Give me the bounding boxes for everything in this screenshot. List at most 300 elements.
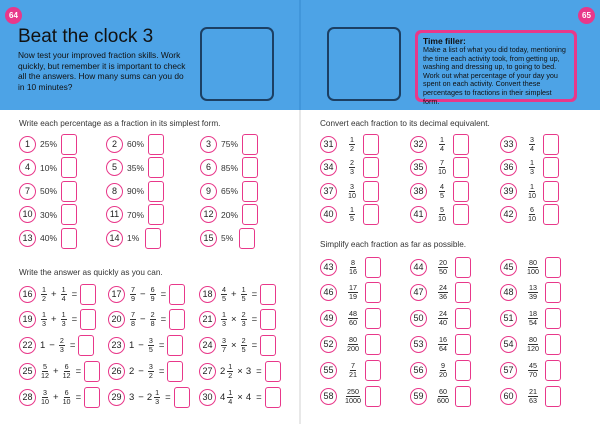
- fraction: [348, 284, 358, 301]
- answer-box[interactable]: [455, 282, 471, 303]
- fraction-denominator: 5: [241, 293, 246, 303]
- answer-box[interactable]: [78, 335, 94, 356]
- expression: [521, 284, 545, 301]
- question-number: 18: [199, 286, 216, 303]
- decimal-item: [410, 180, 469, 202]
- fraction-numerator: 2: [241, 310, 246, 320]
- answer-box[interactable]: [365, 360, 381, 381]
- fraction: [439, 362, 447, 379]
- quick-item: [108, 386, 190, 408]
- percent-value: 20%: [221, 209, 239, 220]
- fraction-denominator: 3: [350, 167, 354, 176]
- simplify-item: [320, 308, 381, 330]
- fraction: [148, 363, 154, 380]
- fraction-denominator: 16: [349, 266, 357, 276]
- expression: [431, 388, 455, 405]
- quick-item: [199, 283, 276, 305]
- percent-item: [19, 204, 77, 226]
- answer-box[interactable]: [265, 361, 281, 382]
- quick-item: [19, 386, 100, 408]
- fraction-numerator: 5: [440, 205, 444, 214]
- fraction: [41, 286, 47, 303]
- expression: [129, 311, 169, 328]
- fraction-denominator: 9: [150, 293, 155, 303]
- fraction-denominator: 3: [59, 345, 64, 355]
- fraction-numerator: 3: [43, 387, 47, 397]
- decimal-item: [410, 133, 469, 155]
- simplify-item: [500, 333, 561, 355]
- question-number: 57: [500, 362, 517, 379]
- fraction-numerator: 24: [439, 309, 447, 319]
- simplify-instruction: Simplify each fraction as far as possible.: [320, 240, 467, 249]
- fraction-numerator: 1: [228, 387, 233, 397]
- fraction-numerator: 80: [529, 334, 537, 344]
- fraction: [130, 311, 136, 328]
- fraction-numerator: 24: [439, 283, 447, 293]
- percent-value: 10%: [40, 162, 58, 173]
- whole-number: 2: [129, 365, 135, 377]
- fraction-denominator: 10: [438, 214, 446, 223]
- operator: ×: [237, 365, 243, 377]
- answer-box[interactable]: [80, 284, 96, 305]
- whole-number: 3: [129, 391, 135, 403]
- expression: [431, 159, 453, 176]
- operator: +: [51, 288, 57, 300]
- answer-box[interactable]: [543, 134, 559, 155]
- expression: [341, 259, 365, 276]
- quick-item: [108, 309, 185, 331]
- percent-value: 85%: [221, 162, 239, 173]
- expression: [431, 336, 455, 353]
- fraction-numerator: 2: [150, 310, 155, 320]
- answer-box[interactable]: [61, 181, 77, 202]
- operator: +: [51, 314, 57, 326]
- expression: [341, 362, 365, 379]
- expression: [431, 183, 453, 200]
- fraction: [527, 259, 539, 276]
- answer-box[interactable]: [260, 284, 276, 305]
- answer-box[interactable]: [453, 181, 469, 202]
- fraction-numerator: 60: [439, 386, 447, 396]
- fraction-denominator: 5: [440, 190, 444, 200]
- fraction-numerator: 1: [42, 310, 46, 320]
- fraction-denominator: 5: [222, 293, 226, 303]
- fraction-numerator: 7: [131, 310, 135, 320]
- fraction: [438, 284, 448, 301]
- operator: +: [231, 288, 237, 300]
- question-number: 60: [500, 388, 517, 405]
- fraction-denominator: 39: [529, 292, 537, 302]
- fraction: [438, 159, 446, 176]
- fraction-denominator: 5: [148, 345, 153, 355]
- fraction: [148, 337, 154, 354]
- simplify-item: [500, 385, 561, 407]
- fraction-denominator: 10: [528, 214, 536, 223]
- fraction-numerator: 1: [222, 310, 226, 320]
- decimal-item: [410, 157, 469, 179]
- percent-value: 1%: [127, 233, 140, 243]
- time-filler-box: [415, 30, 577, 106]
- fraction: [154, 389, 160, 406]
- fraction: [61, 311, 67, 328]
- question-number: 46: [320, 284, 337, 301]
- whole-number: 3: [245, 365, 252, 377]
- operator: ×: [231, 340, 237, 352]
- expression: [220, 363, 265, 380]
- question-number: 55: [320, 362, 337, 379]
- answer-box[interactable]: [545, 308, 561, 329]
- answer-box[interactable]: [365, 257, 381, 278]
- answer-box[interactable]: [61, 228, 77, 249]
- intro-text: Now test your improved fraction skills. Work quickly, but remember it is important to check all the answers. How many sums can you do in 10 minutes?: [18, 50, 186, 92]
- fraction: [150, 286, 156, 303]
- answer-box[interactable]: [455, 334, 471, 355]
- fraction: [439, 183, 445, 200]
- question-number: 8: [106, 183, 123, 200]
- percent-value: 25%: [40, 139, 58, 149]
- percent-instruction: Write each percentage as a fraction in its simplest form.: [19, 119, 221, 128]
- expression: [521, 183, 543, 200]
- fraction-numerator: 2: [350, 158, 354, 167]
- fraction: [349, 362, 357, 379]
- question-number: 5: [106, 159, 123, 176]
- answer-box[interactable]: [260, 335, 276, 356]
- expression: [220, 286, 260, 303]
- fraction-denominator: 1000: [345, 395, 361, 405]
- answer-box[interactable]: [363, 157, 379, 178]
- fraction-numerator: 48: [349, 309, 357, 319]
- fraction-numerator: 1: [61, 310, 66, 320]
- answer-box[interactable]: [260, 309, 276, 330]
- fraction-numerator: 1: [241, 284, 246, 294]
- answer-box[interactable]: [455, 360, 471, 381]
- question-number: 21: [199, 311, 216, 328]
- question-number: 11: [106, 206, 123, 223]
- question-number: 17: [108, 286, 125, 303]
- answer-box[interactable]: [363, 181, 379, 202]
- answer-box[interactable]: [455, 257, 471, 278]
- fraction-denominator: 7: [222, 345, 226, 355]
- answer-box[interactable]: [365, 386, 381, 407]
- fraction: [527, 336, 539, 353]
- fraction-numerator: 5: [43, 361, 47, 371]
- expression: [341, 206, 363, 223]
- time-filler-text: Make a list of what you did today, mentioning the time each activity took, from getting up, washing and dressing up, to going to bed. Work out what percentage of your day you spent on each activity. Convert these percentages to fractions in their simplest form.: [423, 45, 566, 106]
- answer-box[interactable]: [242, 157, 258, 178]
- answer-box[interactable]: [61, 157, 77, 178]
- fraction-denominator: 40: [439, 318, 447, 328]
- question-number: 35: [410, 159, 427, 176]
- answer-box[interactable]: [363, 204, 379, 225]
- fraction: [41, 311, 47, 328]
- fraction-numerator: 2: [241, 336, 246, 346]
- fraction-numerator: 9: [441, 360, 445, 370]
- expression: [431, 284, 455, 301]
- quick-item: [199, 386, 281, 408]
- simplify-item: [410, 385, 471, 407]
- answer-box[interactable]: [167, 361, 183, 382]
- question-number: 6: [200, 159, 217, 176]
- fraction: [345, 388, 361, 405]
- fraction-numerator: 7: [131, 284, 135, 294]
- fraction: [150, 311, 156, 328]
- question-number: 7: [19, 183, 36, 200]
- percent-item: [19, 180, 77, 202]
- fraction-denominator: 70: [529, 369, 537, 379]
- fraction-numerator: 1: [350, 134, 354, 144]
- fraction: [528, 388, 538, 405]
- expression: [129, 337, 167, 354]
- fraction: [241, 311, 247, 328]
- answer-box[interactable]: [365, 282, 381, 303]
- answer-box[interactable]: [84, 361, 100, 382]
- fraction: [63, 389, 71, 406]
- answer-box[interactable]: [167, 335, 183, 356]
- answer-box[interactable]: [545, 257, 561, 278]
- fraction: [438, 206, 446, 223]
- answer-box[interactable]: [61, 204, 77, 225]
- question-number: 38: [410, 183, 427, 200]
- answer-box[interactable]: [455, 308, 471, 329]
- question-number: 39: [500, 183, 517, 200]
- fraction-numerator: 80: [349, 334, 357, 344]
- fraction: [221, 337, 227, 354]
- question-number: 34: [320, 159, 337, 176]
- fraction-denominator: 3: [155, 396, 160, 406]
- answer-box[interactable]: [169, 309, 185, 330]
- fraction-numerator: 17: [349, 283, 357, 293]
- fraction-numerator: 1: [350, 205, 354, 214]
- operator: −: [138, 391, 144, 403]
- expression: [521, 362, 545, 379]
- fraction-denominator: 200: [347, 343, 359, 353]
- fraction-numerator: 250: [347, 386, 359, 396]
- question-number: 59: [410, 388, 427, 405]
- fraction: [347, 336, 359, 353]
- equals-sign: =: [75, 365, 82, 377]
- fraction-denominator: 2: [350, 143, 354, 153]
- simplify-item: [410, 256, 471, 278]
- fraction-numerator: 3: [148, 336, 153, 346]
- fraction-denominator: 3: [530, 167, 534, 176]
- decimal-item: [320, 204, 379, 226]
- fraction-numerator: 45: [529, 360, 537, 370]
- time-filler-title: Time filler:: [423, 36, 466, 46]
- answer-box[interactable]: [148, 157, 164, 178]
- question-number: 43: [320, 259, 337, 276]
- expression: [40, 311, 80, 328]
- simplify-item: [410, 308, 471, 330]
- fraction-numerator: 1: [61, 284, 66, 294]
- fraction-numerator: 13: [529, 283, 537, 293]
- answer-box[interactable]: [545, 386, 561, 407]
- fraction-denominator: 10: [438, 167, 446, 176]
- expression: [40, 363, 84, 380]
- fraction-denominator: 10: [62, 396, 71, 406]
- page-number-right: 65: [578, 7, 595, 24]
- equals-sign: =: [251, 314, 258, 326]
- equals-sign: =: [158, 340, 165, 352]
- equals-sign: =: [71, 288, 78, 300]
- fraction: [241, 286, 247, 303]
- percent-value: 50%: [40, 186, 58, 196]
- decimal-item: [500, 180, 559, 202]
- question-number: 14: [106, 230, 123, 247]
- question-number: 22: [19, 337, 36, 354]
- expression: [341, 310, 365, 327]
- question-number: 13: [19, 230, 36, 247]
- equals-sign: =: [165, 391, 171, 403]
- expression: [129, 286, 169, 303]
- expression: [341, 336, 365, 353]
- question-number: 56: [410, 362, 427, 379]
- question-number: 28: [19, 389, 36, 406]
- fraction-denominator: 21: [349, 369, 357, 379]
- question-number: 25: [19, 363, 36, 380]
- question-number: 27: [199, 363, 216, 380]
- fraction: [227, 389, 233, 406]
- answer-box[interactable]: [365, 308, 381, 329]
- fraction: [349, 136, 355, 153]
- answer-box[interactable]: [174, 387, 190, 408]
- fraction: [529, 159, 535, 176]
- equals-sign: =: [256, 365, 262, 377]
- answer-box[interactable]: [61, 134, 77, 155]
- fraction-denominator: 63: [529, 395, 537, 405]
- operator: −: [138, 365, 144, 377]
- answer-box[interactable]: [363, 134, 379, 155]
- percent-item: [200, 204, 258, 226]
- decimal-item: [320, 180, 379, 202]
- answer-box[interactable]: [169, 284, 185, 305]
- percent-value: 35%: [127, 162, 145, 173]
- decimal-item: [410, 204, 469, 226]
- expression: [521, 310, 545, 327]
- question-number: 44: [410, 259, 427, 276]
- fraction-numerator: 1: [228, 361, 233, 371]
- fraction-numerator: 8: [351, 257, 355, 267]
- fraction-denominator: 8: [150, 319, 155, 329]
- decimal-item: [320, 157, 379, 179]
- whole-number: 2: [220, 365, 226, 377]
- answer-box[interactable]: [545, 360, 561, 381]
- answer-box[interactable]: [453, 204, 469, 225]
- answer-box[interactable]: [543, 157, 559, 178]
- page-divider: [299, 110, 301, 424]
- simplify-item: [410, 333, 471, 355]
- answer-box[interactable]: [148, 181, 164, 202]
- fraction-numerator: 3: [350, 181, 354, 191]
- expression: [40, 389, 84, 406]
- expression: [40, 286, 80, 303]
- answer-box[interactable]: [455, 386, 471, 407]
- percent-item: [19, 133, 77, 155]
- simplify-item: [410, 359, 471, 381]
- expression: [341, 183, 363, 200]
- answer-box[interactable]: [148, 134, 164, 155]
- expression: [521, 259, 545, 276]
- percent-value: 40%: [40, 233, 58, 243]
- fraction-numerator: 20: [439, 257, 447, 267]
- fraction-denominator: 10: [528, 190, 536, 200]
- fraction-denominator: 19: [349, 292, 357, 302]
- quick-item: [108, 283, 185, 305]
- expression: [341, 388, 365, 405]
- fraction-numerator: 80: [529, 257, 537, 267]
- question-number: 30: [199, 389, 216, 406]
- question-number: 29: [108, 389, 125, 406]
- fraction: [63, 363, 71, 380]
- answer-box[interactable]: [453, 157, 469, 178]
- equals-sign: =: [69, 340, 76, 352]
- fraction: [438, 336, 448, 353]
- fraction-denominator: 3: [241, 319, 246, 329]
- question-number: 52: [320, 336, 337, 353]
- answer-box[interactable]: [148, 204, 164, 225]
- fraction-numerator: 1: [155, 387, 160, 397]
- question-number: 50: [410, 310, 427, 327]
- question-number: 32: [410, 136, 427, 153]
- answer-box[interactable]: [242, 204, 258, 225]
- fraction: [349, 159, 355, 176]
- fraction-denominator: 4: [61, 293, 66, 303]
- question-number: 36: [500, 159, 517, 176]
- fraction-numerator: 3: [222, 336, 226, 346]
- fraction-numerator: 2: [59, 336, 64, 346]
- answer-box[interactable]: [545, 334, 561, 355]
- decimal-item: [500, 133, 559, 155]
- answer-box[interactable]: [543, 181, 559, 202]
- answer-box[interactable]: [80, 309, 96, 330]
- answer-box[interactable]: [242, 134, 258, 155]
- question-number: 42: [500, 206, 517, 223]
- quick-item: [19, 283, 96, 305]
- question-number: 15: [200, 230, 217, 247]
- percent-item: [19, 227, 77, 249]
- answer-box[interactable]: [365, 334, 381, 355]
- answer-box[interactable]: [239, 228, 255, 249]
- answer-box[interactable]: [453, 134, 469, 155]
- fraction-numerator: 21: [529, 386, 537, 396]
- simplify-item: [320, 256, 381, 278]
- quick-item: [19, 360, 100, 382]
- fraction-denominator: 9: [131, 293, 135, 303]
- question-number: 1: [19, 136, 36, 153]
- question-number: 45: [500, 259, 517, 276]
- answer-box[interactable]: [145, 228, 161, 249]
- page-title: Beat the clock 3: [18, 26, 154, 47]
- expression: [220, 311, 260, 328]
- answer-box[interactable]: [543, 204, 559, 225]
- answer-box[interactable]: [84, 387, 100, 408]
- quick-item: [108, 335, 183, 357]
- question-number: 26: [108, 363, 125, 380]
- operator: −: [140, 288, 146, 300]
- quick-item: [199, 335, 276, 357]
- fraction-denominator: 5: [350, 214, 354, 223]
- fraction: [41, 363, 49, 380]
- simplify-item: [500, 282, 561, 304]
- percent-value: 5%: [221, 233, 234, 243]
- simplify-item: [500, 256, 561, 278]
- answer-box[interactable]: [265, 387, 281, 408]
- equals-sign: =: [71, 314, 78, 326]
- fraction: [528, 362, 538, 379]
- fraction-denominator: 3: [61, 319, 66, 329]
- answer-box[interactable]: [545, 282, 561, 303]
- fraction: [349, 259, 357, 276]
- answer-box[interactable]: [242, 181, 258, 202]
